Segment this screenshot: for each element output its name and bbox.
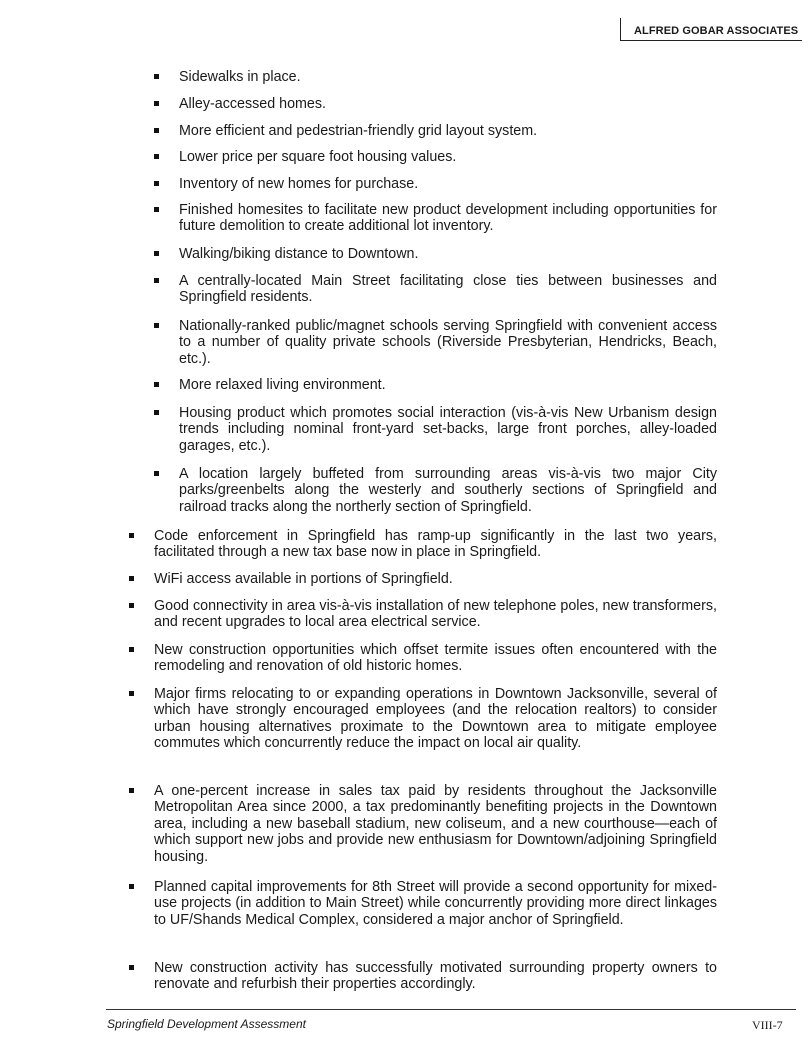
- footer-page-number: VIII-7: [752, 1018, 783, 1032]
- list-item: Finished homesites to facilitate new product development including opportunities for future demolition to create additional lot inventory.: [179, 202, 717, 235]
- list-item: Major firms relocating to or expanding operations in Downtown Jacksonville, several of which have strongly encouraged employees (and the relocation realtors) to consider urban housing alternatives proximate to the Downtown area to mitigate employee commutes which concurrently reduce the impact on local air quality.: [154, 686, 717, 752]
- list-item: Code enforcement in Springfield has ramp-up significantly in the last two years, facilitated through a new tax base now in place in Springfield.: [154, 528, 717, 561]
- list-item: Inventory of new homes for purchase.: [179, 176, 717, 192]
- list-item: A centrally-located Main Street facilitating close ties between businesses and Springfield residents.: [179, 273, 717, 306]
- list-item: Walking/biking distance to Downtown.: [179, 246, 717, 262]
- list-item: A one-percent increase in sales tax paid by residents throughout the Jacksonville Metropolitan Area since 2000, a tax predominantly benefiting projects in the Downtown area, including a new baseball stadium, new coliseum, and a new courthouse—each of which support new jobs and provide new enthusiasm for Downtown/adjoining Springfield housing.: [154, 783, 717, 865]
- list-item: WiFi access available in portions of Springfield.: [154, 571, 717, 587]
- list-item: Lower price per square foot housing values.: [179, 149, 717, 165]
- footer-document-title: Springfield Development Assessment: [107, 1017, 306, 1031]
- list-item: Housing product which promotes social interaction (vis-à-vis New Urbanism design trends including nominal front-yard set-backs, large front porches, alley-loaded garages, etc.).: [179, 405, 717, 454]
- list-item: More efficient and pedestrian-friendly grid layout system.: [179, 123, 717, 139]
- list-item: More relaxed living environment.: [179, 377, 717, 393]
- list-item: Good connectivity in area vis-à-vis installation of new telephone poles, new transformers, and recent upgrades to local area electrical service.: [154, 598, 717, 631]
- list-item: Alley-accessed homes.: [179, 96, 717, 112]
- list-item: Planned capital improvements for 8th Street will provide a second opportunity for mixed-use projects (in addition to Main Street) while concurrently providing more direct linkages to UF/Shands Medical Complex, considered a major anchor of Springfield.: [154, 879, 717, 928]
- footer-rule: [106, 1009, 796, 1010]
- header-firm-name: ALFRED GOBAR ASSOCIATES: [634, 25, 799, 37]
- list-item: A location largely buffeted from surrounding areas vis-à-vis two major City parks/greenbelts along the westerly and southerly sections of Springfield and railroad tracks along the northerly section of Springfield.: [179, 466, 717, 515]
- list-item: New construction activity has successfully motivated surrounding property owners to renovate and refurbish their properties accordingly.: [154, 960, 717, 993]
- list-item: Sidewalks in place.: [179, 69, 717, 85]
- list-item: Nationally-ranked public/magnet schools serving Springfield with convenient access to a number of quality private schools (Riverside Presbyterian, Hendricks, Beach, etc.).: [179, 318, 717, 367]
- list-item: New construction opportunities which offset termite issues often encountered with the remodeling and renovation of old historic homes.: [154, 642, 717, 675]
